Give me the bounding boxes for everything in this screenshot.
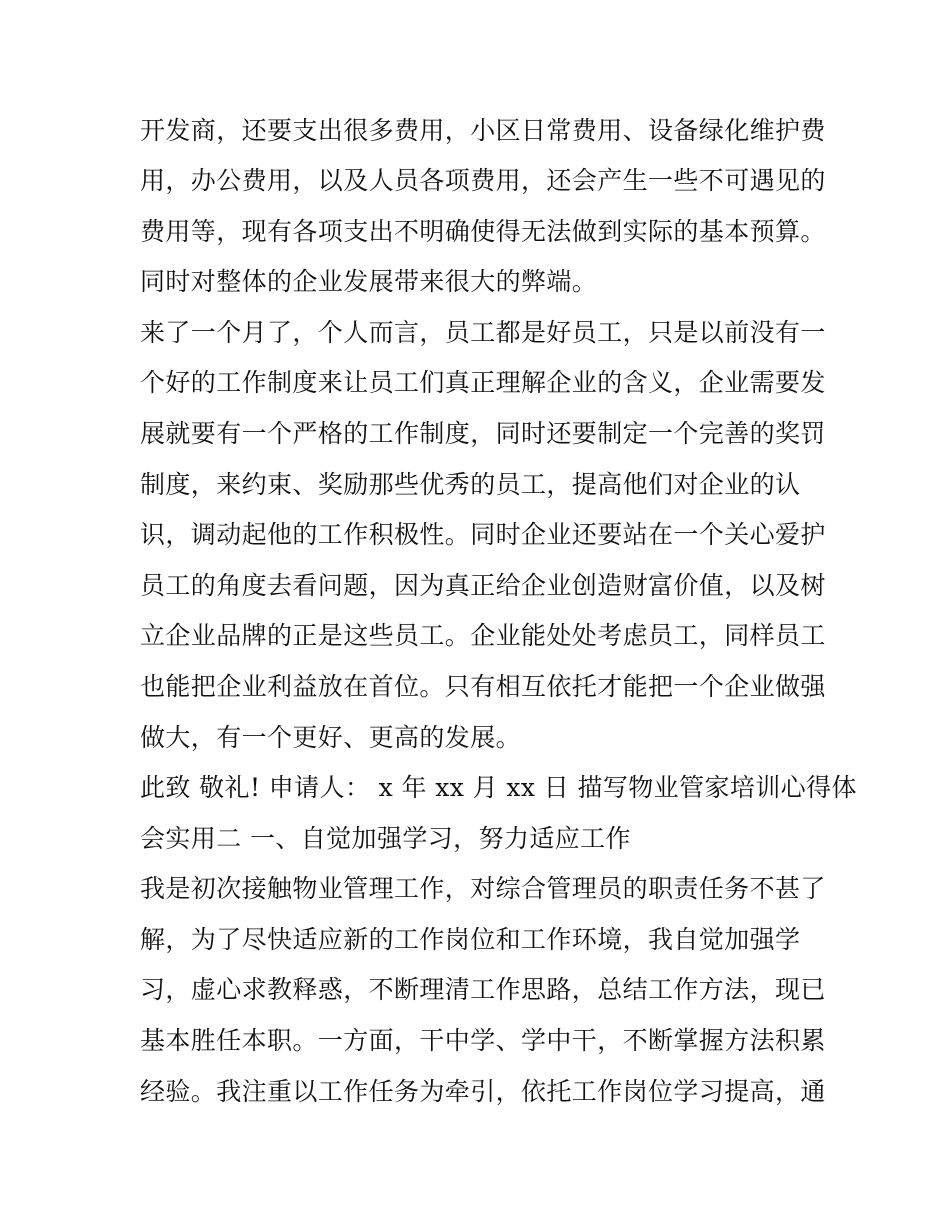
text-line: 开发商，还要支出很多费用，小区日常费用、设备绿化维护费 — [140, 116, 826, 145]
text-line: 也能把企业利益放在首位。只有相互依托才能把一个企业做强 — [140, 672, 826, 701]
text-line: 用，办公费用，以及人员各项费用，还会产生一些不可遇见的 — [140, 166, 826, 195]
text-line: 会实用二 一、自觉加强学习，努力适应工作 — [140, 824, 631, 853]
text-line: 同时对整体的企业发展带来很大的弊端。 — [140, 267, 598, 296]
text-line: 制度，来约束、奖励那些优秀的员工，提高他们对企业的认 — [140, 470, 801, 499]
text-line: 基本胜任本职。一方面，干中学、学中干，不断掌握方法积累 — [140, 1026, 826, 1055]
text-line: 个好的工作制度来让员工们真正理解企业的含义，企业需要发 — [140, 368, 826, 397]
text-line: 解，为了尽快适应新的工作岗位和工作环境，我自觉加强学 — [140, 925, 801, 954]
text-line: 展就要有一个严格的工作制度，同时还要制定一个完善的奖罚 — [140, 419, 826, 448]
text-line: 做大，有一个更好、更高的发展。 — [140, 723, 522, 752]
text-line: 来了一个月了，个人而言，员工都是好员工，只是以前没有一 — [140, 318, 826, 347]
text-line: 员工的角度去看问题，因为真正给企业创造财富价值，以及树 — [140, 571, 826, 600]
text-line: 识，调动起他的工作积极性。同时企业还要站在一个关心爱护 — [140, 520, 826, 549]
text-line: 习，虚心求教释惑，不断理清工作思路，总结工作方法，现已 — [140, 975, 826, 1004]
text-line: 我是初次接触物业管理工作，对综合管理员的职责任务不甚了 — [140, 874, 826, 903]
text-line: 此致 敬礼! 申请人： x 年 xx 月 xx 日 描写物业管家培训心得体 — [140, 773, 857, 802]
text-line: 立企业品牌的正是这些员工。企业能处处考虑员工，同样员工 — [140, 621, 826, 650]
text-line: 经验。我注重以工作任务为牵引，依托工作岗位学习提高，通 — [140, 1077, 826, 1106]
text-line: 费用等，现有各项支出不明确使得无法做到实际的基本预算。 — [140, 217, 826, 246]
